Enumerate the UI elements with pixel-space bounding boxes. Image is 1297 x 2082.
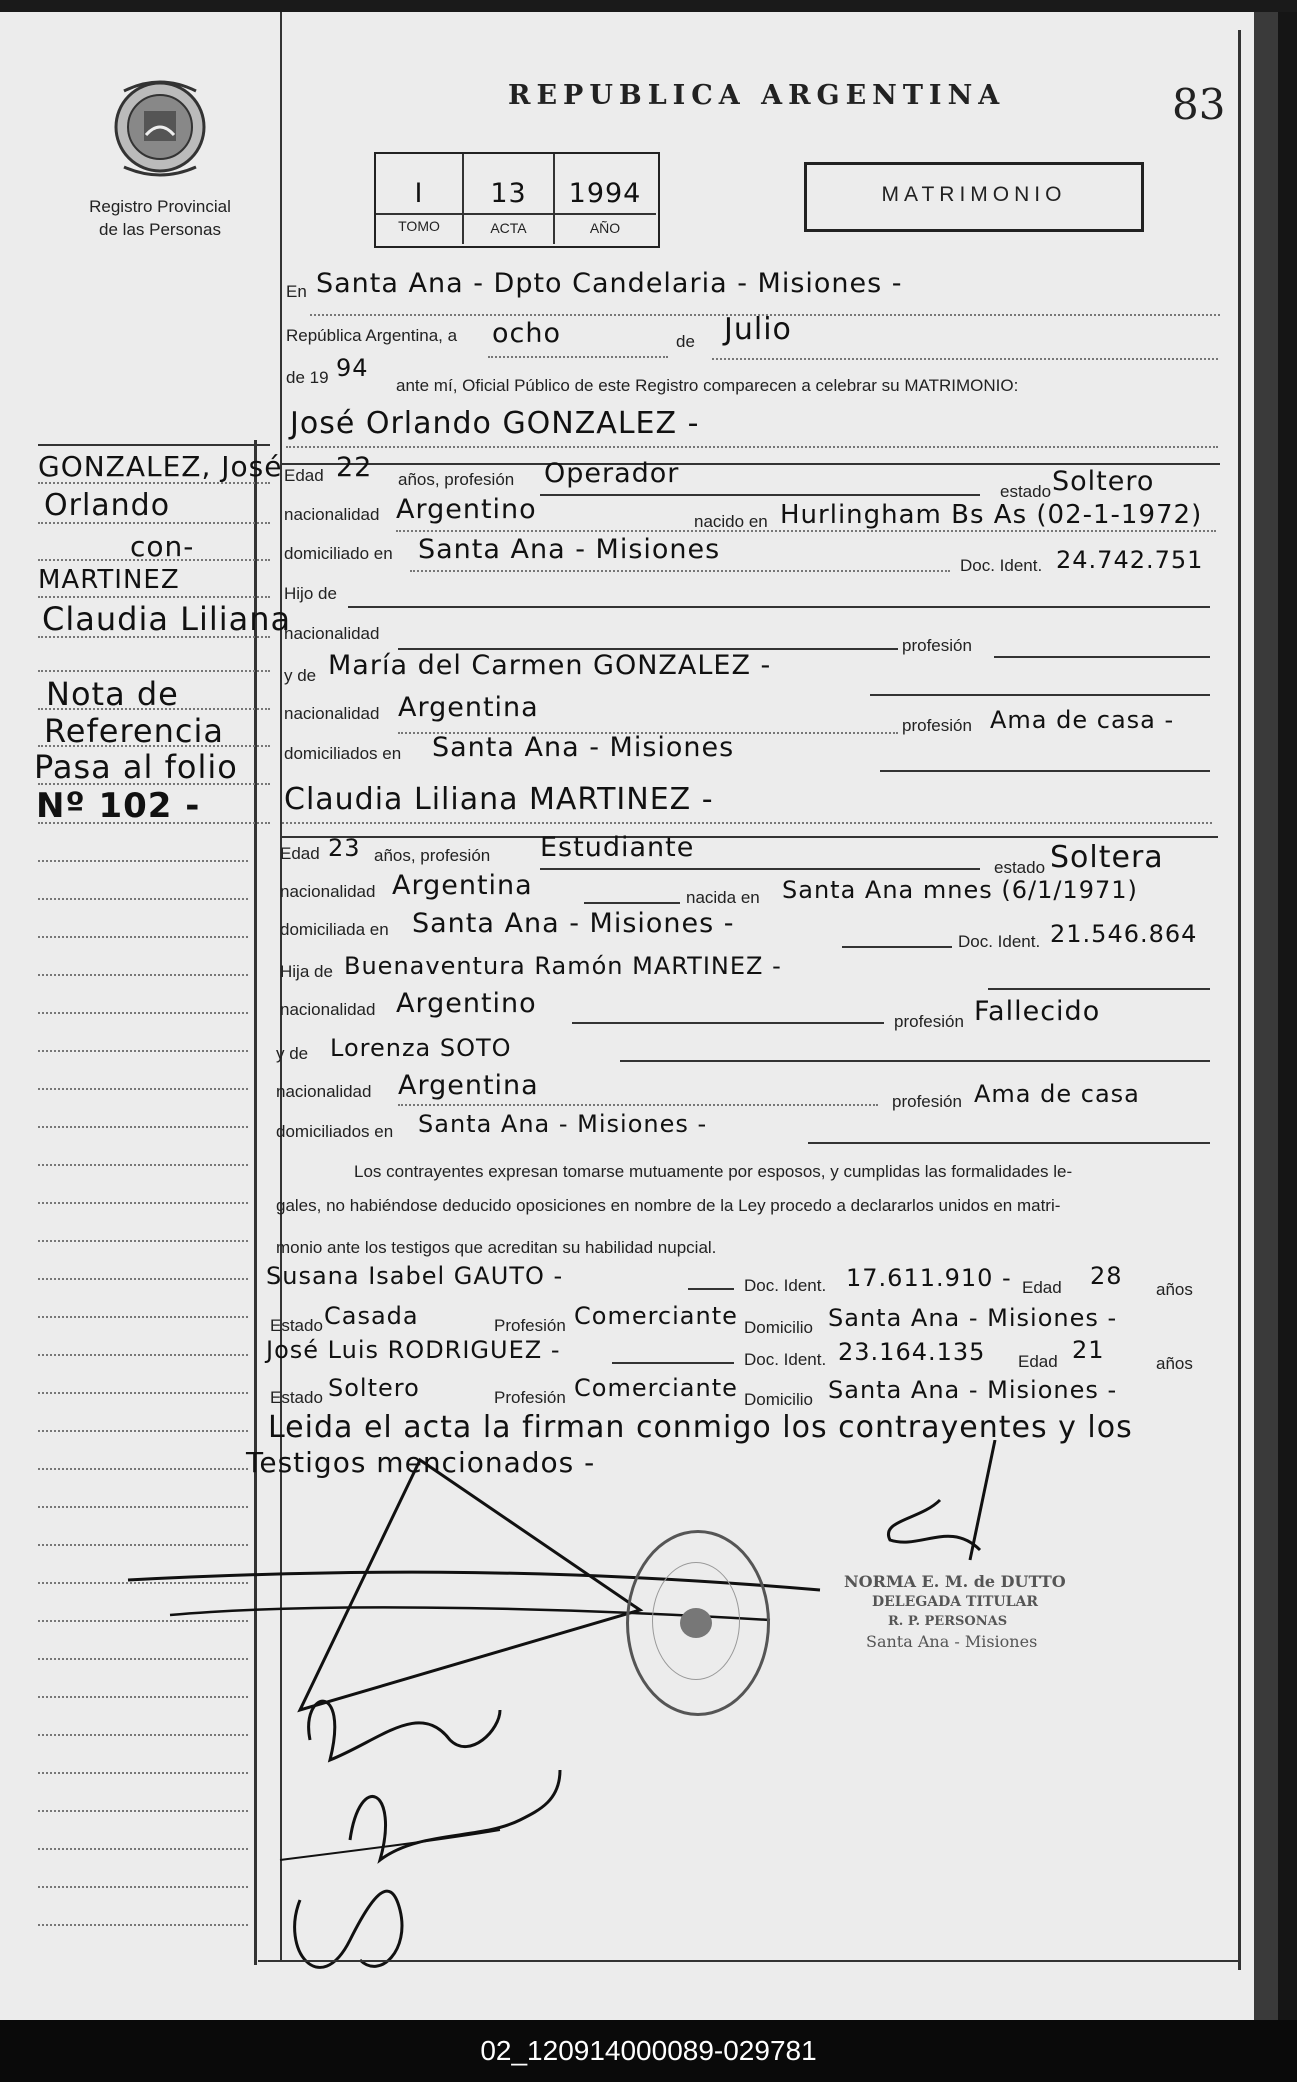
- ceremony-day: ocho: [492, 318, 561, 349]
- margin-ruled-line: [38, 822, 270, 824]
- bride-father-nationality-line: [572, 1022, 884, 1024]
- witness1-age-label: Edad: [1022, 1278, 1062, 1297]
- bride-mother-line: [620, 1060, 1210, 1062]
- bride-father-profession: Fallecido: [974, 996, 1101, 1027]
- record-box-line: [376, 213, 656, 215]
- margin-connector: con-: [130, 530, 195, 563]
- margin-note-folio: Pasa al folio: [34, 748, 238, 786]
- tomo-value: I: [414, 178, 424, 209]
- groom-doc: 24.742.751: [1056, 546, 1204, 574]
- appearance-text: ante mí, Oficial Público de este Registro comparecen a celebrar su MATRIMONIO:: [396, 376, 1019, 395]
- bride-mother-nationality-line: [398, 1104, 878, 1106]
- groom-mother: María del Carmen GONZALEZ -: [328, 650, 772, 681]
- officer-office: R. P. PERSONAS: [888, 1614, 1008, 1629]
- groom-father-nationality-label: nacionalidad: [284, 624, 380, 643]
- witness2-status: Soltero: [328, 1374, 420, 1402]
- groom-birthplace: Hurlingham Bs As (02-1-1972): [780, 500, 1203, 530]
- bride-status-label: estado: [994, 858, 1046, 877]
- groom-father-profession-line: [994, 656, 1210, 658]
- margin-ruled-line: [38, 1278, 248, 1280]
- groom-profession-label: años, profesión: [398, 470, 515, 489]
- bride-mother-nationality: Argentina: [398, 1070, 539, 1101]
- bride-father-profession-label: profesión: [894, 1012, 964, 1031]
- bride-birthplace-label: nacida en: [686, 888, 760, 907]
- groom-name-line: [286, 446, 1218, 448]
- bride-profession: Estudiante: [540, 832, 695, 863]
- witness1-name-line: [688, 1288, 734, 1290]
- bride-name: Claudia Liliana MARTINEZ -: [284, 782, 714, 817]
- margin-ruled-line: [38, 1012, 248, 1014]
- coat-of-arms-seal: [110, 75, 210, 180]
- margin-ruled-line: [38, 1050, 248, 1052]
- margin-ruled-line: [38, 1430, 248, 1432]
- acta-label: ACTA: [490, 220, 527, 236]
- groom-age-label: Edad: [284, 466, 324, 485]
- bride-profession-label: años, profesión: [374, 846, 491, 865]
- witness2-years-label: años: [1156, 1354, 1193, 1373]
- groom-name: José Orlando GONZALEZ -: [290, 406, 700, 441]
- closing-line-2: Testigos mencionados -: [246, 1446, 596, 1479]
- groom-doc-label: Doc. Ident.: [960, 556, 1043, 575]
- groom-nationality: Argentino: [396, 494, 537, 525]
- groom-nationality-label: nacionalidad: [284, 505, 380, 524]
- right-frame-rule: [1238, 30, 1241, 1970]
- margin-groom-name: Orlando: [44, 488, 171, 523]
- groom-parents-domicile: Santa Ana - Misiones: [432, 732, 735, 763]
- bride-doc: 21.546.864: [1050, 920, 1198, 948]
- witness2-domicile: Santa Ana - Misiones -: [828, 1376, 1118, 1404]
- bride-mother-profession-label: profesión: [892, 1092, 962, 1111]
- margin-ruled-line: [38, 1392, 248, 1394]
- month-line: [712, 358, 1218, 360]
- closing-line-1: Leida el acta la firman conmigo los contrayentes y los: [268, 1410, 1133, 1445]
- ceremony-place: Santa Ana - Dpto Candelaria - Misiones -: [316, 268, 903, 299]
- scan-top-edge: [0, 0, 1297, 12]
- groom-domicile: Santa Ana - Misiones: [418, 534, 721, 565]
- ano-label: AÑO: [589, 220, 621, 236]
- officer-place: Santa Ana - Misiones: [866, 1632, 1038, 1651]
- groom-profession: Operador: [544, 458, 680, 489]
- bride-father-label: Hija de: [280, 962, 333, 981]
- groom-age: 22: [336, 452, 373, 483]
- groom-parents-domicile-label: domiciliados en: [284, 744, 402, 763]
- bride-profession-line: [540, 868, 980, 870]
- groom-domicile-line: [410, 570, 950, 572]
- witness2-status-label: Estado: [270, 1388, 323, 1407]
- witness1-profession-label: Profesión: [494, 1316, 566, 1335]
- declaration-line-2: gales, no habiéndose deducido oposiciones en nombre de la Ley procedo a declararlos unidos en matri-: [276, 1196, 1061, 1215]
- groom-nationality-line: [396, 530, 1216, 532]
- page-number: 83: [1172, 80, 1226, 129]
- margin-ruled-line: [38, 522, 270, 524]
- witness1-status: Casada: [324, 1302, 419, 1330]
- margin-ruled-line: [38, 1354, 248, 1356]
- groom-mother-profession-label: profesión: [902, 716, 972, 735]
- bride-status: Soltera: [1050, 840, 1164, 875]
- margin-ruled-line: [38, 1126, 248, 1128]
- bride-nationality: Argentina: [392, 870, 533, 901]
- bride-nationality-line: [584, 902, 680, 904]
- groom-father-line: [348, 606, 1210, 608]
- year-prefix: de 19: [286, 368, 329, 387]
- month-label: de: [676, 332, 695, 351]
- bride-mother-profession: Ama de casa: [974, 1080, 1140, 1108]
- margin-note-number: Nº 102 -: [36, 786, 201, 826]
- margin-ruled-line: [38, 1202, 248, 1204]
- margin-note-title: Nota de: [46, 675, 179, 713]
- margin-ruled-line: [38, 860, 248, 862]
- groom-mother-label: y de: [284, 666, 317, 685]
- declaration-line-3: monio ante los testigos que acreditan su habilidad nupcial.: [276, 1238, 717, 1257]
- groom-parents-domicile-line: [880, 770, 1210, 772]
- margin-ruled-line: [38, 1088, 248, 1090]
- seal-emblem: [680, 1608, 712, 1638]
- margin-ruled-line: [38, 596, 270, 598]
- bride-mother-nationality-label: nacionalidad: [276, 1082, 372, 1101]
- bride-father-nationality-label: nacionalidad: [280, 1000, 376, 1019]
- registry-name: Registro Provincial: [89, 197, 231, 216]
- groom-profession-line: [540, 494, 980, 496]
- bride-father-nationality: Argentino: [396, 988, 537, 1019]
- groom-status-label: estado: [1000, 482, 1052, 501]
- witness1-doc-label: Doc. Ident.: [744, 1276, 827, 1295]
- officer-name: NORMA E. M. de DUTTO: [844, 1572, 1066, 1591]
- margin-ruled-line: [38, 783, 270, 785]
- margin-note-reference: Referencia: [44, 712, 224, 750]
- bride-domicile: Santa Ana - Misiones -: [412, 908, 735, 939]
- declaration-line-1: Los contrayentes expresan tomarse mutuamente por esposos, y cumplidas las formalidades le-: [354, 1162, 1073, 1181]
- act-type-label: MATRIMONIO: [881, 183, 1067, 206]
- acta-value: 13: [490, 178, 527, 209]
- witness1-age: 28: [1090, 1262, 1123, 1290]
- witness2-name: José Luis RODRIGUEZ -: [266, 1336, 561, 1364]
- margin-ruled-line: [38, 745, 270, 747]
- groom-status: Soltero: [1052, 466, 1155, 497]
- groom-father-label: Hijo de: [284, 584, 337, 603]
- date-label: República Argentina, a: [286, 326, 458, 345]
- witness1-profession: Comerciante: [574, 1302, 738, 1330]
- groom-father-profession-label: profesión: [902, 636, 972, 655]
- bride-birthplace: Santa Ana mnes (6/1/1971): [782, 876, 1138, 904]
- margin-ruled-line: [38, 636, 270, 638]
- witness1-domicile-label: Domicilio: [744, 1318, 813, 1337]
- bride-nationality-label: nacionalidad: [280, 882, 376, 901]
- bride-doc-label: Doc. Ident.: [958, 932, 1041, 951]
- margin-ruled-line: [38, 1316, 248, 1318]
- witness1-status-label: Estado: [270, 1316, 323, 1335]
- groom-domicile-label: domiciliado en: [284, 544, 393, 563]
- date-line: [488, 356, 668, 358]
- witness2-doc: 23.164.135: [838, 1338, 986, 1366]
- groom-mother-line: [870, 694, 1210, 696]
- bride-domicile-line: [842, 946, 952, 948]
- margin-ruled-line: [38, 974, 248, 976]
- witness2-domicile-label: Domicilio: [744, 1390, 813, 1409]
- margin-rule: [38, 444, 270, 446]
- witness2-age: 21: [1072, 1336, 1105, 1364]
- image-code-footer: 02_120914000089-029781: [0, 2020, 1297, 2082]
- bride-parents-domicile: Santa Ana - Misiones -: [418, 1110, 708, 1138]
- groom-mother-profession: Ama de casa -: [990, 706, 1175, 734]
- bride-father: Buenaventura Ramón MARTINEZ -: [344, 952, 782, 980]
- place-label: En: [286, 282, 307, 301]
- witness1-name: Susana Isabel GAUTO -: [266, 1262, 564, 1290]
- officer-title: DELEGADA TITULAR: [872, 1594, 1038, 1610]
- bride-father-line: [988, 988, 1210, 990]
- margin-ruled-line: [38, 898, 248, 900]
- margin-bride-surname: MARTINEZ: [38, 565, 180, 595]
- margin-ruled-line: [38, 1164, 248, 1166]
- groom-mother-nationality: Argentina: [398, 692, 539, 723]
- bride-parents-domicile-label: domiciliados en: [276, 1122, 394, 1141]
- margin-ruled-line: [38, 708, 270, 710]
- groom-name-rule: [282, 463, 1220, 465]
- signatures-scribbles: [120, 1440, 1020, 2000]
- bride-domicile-label: domiciliada en: [280, 920, 389, 939]
- witness2-profession-label: Profesión: [494, 1388, 566, 1407]
- witness1-doc: 17.611.910 -: [846, 1264, 1012, 1292]
- groom-birthplace-label: nacido en: [694, 512, 768, 531]
- bride-mother: Lorenza SOTO: [330, 1034, 512, 1062]
- bride-age-label: Edad: [280, 844, 320, 863]
- witness2-doc-label: Doc. Ident.: [744, 1350, 827, 1369]
- margin-groom-surname: GONZALEZ, José: [38, 450, 283, 483]
- ano-value: 1994: [568, 178, 642, 209]
- year-suffix: 94: [336, 354, 369, 382]
- bride-parents-domicile-line: [808, 1142, 1210, 1144]
- margin-bride-name: Claudia Liliana: [42, 600, 292, 638]
- bottom-rule: [258, 1960, 1238, 1962]
- bride-name-rule: [282, 836, 1218, 838]
- ceremony-month: Julio: [724, 312, 792, 347]
- witness1-domicile: Santa Ana - Misiones -: [828, 1304, 1118, 1332]
- registry-subname: de las Personas: [99, 220, 221, 239]
- margin-ruled-line: [38, 936, 248, 938]
- tomo-label: TOMO: [398, 218, 440, 234]
- witness1-years-label: años: [1156, 1280, 1193, 1299]
- margin-ruled-line: [38, 1240, 248, 1242]
- bride-age: 23: [328, 834, 361, 862]
- country-title: REPUBLICA ARGENTINA: [508, 80, 1006, 111]
- scan-right-edge-dark: [1278, 12, 1297, 2020]
- bride-mother-label: y de: [276, 1044, 309, 1063]
- witness2-age-label: Edad: [1018, 1352, 1058, 1371]
- witness2-name-line: [612, 1362, 734, 1364]
- margin-ruled-line: [38, 559, 270, 561]
- witness2-profession: Comerciante: [574, 1374, 738, 1402]
- groom-mother-nationality-label: nacionalidad: [284, 704, 380, 723]
- margin-ruled-line: [38, 670, 270, 672]
- bride-name-line: [282, 822, 1212, 824]
- margin-ruled-line: [38, 482, 270, 484]
